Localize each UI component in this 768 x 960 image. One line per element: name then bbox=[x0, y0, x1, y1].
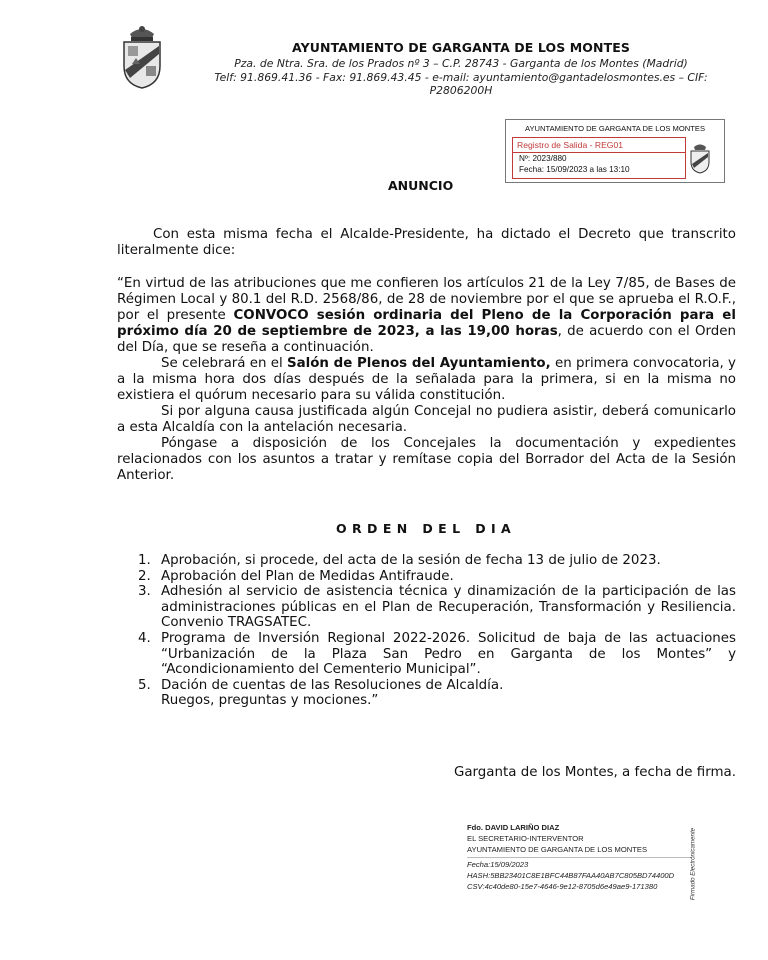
decree-text bbox=[117, 276, 736, 484]
signature-vertical-label bbox=[686, 826, 700, 902]
place-date: Garganta de los Montes, a fecha de firma. bbox=[453, 765, 736, 780]
signature-csv: CSV:4c40de80-15e7-4646-9e12-8705d6e49ae9-171380 bbox=[467, 882, 658, 891]
signer-role: EL SECRETARIO-INTERVENTOR bbox=[467, 834, 584, 843]
decree-p2-text: Se celebrará en el bbox=[161, 356, 287, 371]
decree-p2-bold: Salón de Plenos del Ayuntamiento, bbox=[286, 356, 551, 371]
decree-paragraph-1 bbox=[117, 276, 736, 356]
stamp-org: AYUNTAMIENTO DE GARGANTA DE LOS MONTES bbox=[524, 124, 706, 133]
agenda-item-text: Dación de cuentas de las Resoluciones de Alcaldía. bbox=[161, 677, 504, 693]
agenda-item-number: 4. bbox=[138, 630, 151, 646]
header-address: Pza. de Ntra. Sra. de los Prados nº 3 – C.P. 28743 - Garganta de los Montes (Madrid) bbox=[234, 57, 688, 70]
agenda-item-text: Programa de Inversión Regional 2022-2026. Solicitud de baja de las actuaciones “Urbanización de la Plaza San Pedro en Garganta de los Montes” y “Acondicionamiento del Cementerio Municipal”. bbox=[161, 630, 736, 678]
decree-p2-end: en primera convocatoria, y a la misma hora dos días después de la señalada para la primera, si en la misma no existiera el quórum necesario para su válida constitución. bbox=[117, 356, 736, 403]
decree-p1-text: “En virtud de las atribuciones que me confieren los artículos 21 de la Ley 7/85, de Bases de Régimen Local y 80.1 del R.D. 2568/86, de 28 de noviembre por el que se aprueba el R.O.F., por el presente bbox=[117, 276, 736, 323]
agenda-item-number: 5. bbox=[138, 677, 151, 693]
stamp-date: Fecha: 15/09/2023 a las 13:10 bbox=[519, 165, 630, 174]
agenda-item-number: 3. bbox=[138, 584, 151, 600]
decree-paragraph-4: Póngase a disposición de los Concejales la documentación y expedientes relacionados con los asuntos a tratar y remítase copia del Borrador del Acta de la Sesión Anterior. bbox=[117, 436, 736, 483]
stamp-number: Nº: 2023/880 bbox=[519, 154, 567, 163]
agenda-item-text: Aprobación, si procede, del acta de la sesión de fecha 13 de julio de 2023. bbox=[161, 553, 661, 568]
signature-block bbox=[467, 823, 703, 893]
intro-paragraph: Con esta misma fecha el Alcalde-Presidente, ha dictado el Decreto que transcrito literalmente dice: bbox=[117, 227, 736, 258]
agenda-item-number: 2. bbox=[138, 568, 151, 584]
header-contact: Telf: 91.869.41.36 - Fax: 91.869.43.45 - e-mail: ayuntamiento@gantadelosmontes.es – CIF: P2806200H bbox=[214, 71, 708, 97]
agenda-item bbox=[136, 678, 736, 694]
stamp-divider bbox=[513, 152, 685, 153]
agenda-item bbox=[136, 631, 736, 678]
signature-hash: HASH:5BB23401C8E1BFC44B87FAA40AB7C805BD74400D bbox=[467, 871, 675, 880]
signer-org: AYUNTAMIENTO DE GARGANTA DE LOS MONTES bbox=[467, 845, 648, 854]
municipal-crest-icon bbox=[116, 20, 168, 90]
agenda-item bbox=[136, 584, 736, 631]
agenda-list bbox=[136, 553, 736, 709]
stamp-box bbox=[512, 137, 686, 179]
decree-p1-bold: CONVOCO sesión ordinaria del Pleno de la Corporación para el próximo día 20 de septiembre de 2023, a las 19,00 horas bbox=[117, 308, 736, 339]
agenda-closing-text: Ruegos, preguntas y mociones.” bbox=[161, 693, 379, 709]
header-title: AYUNTAMIENTO DE GARGANTA DE LOS MONTES bbox=[292, 40, 630, 55]
agenda-closing bbox=[136, 693, 736, 709]
agenda-item bbox=[136, 569, 736, 585]
agenda-item-text: Adhesión al servicio de asistencia técnica y dinamización de la participación de las administraciones públicas en el Plan de Recuperación, Transformación y Resiliencia. Convenio TRAGSATEC. bbox=[161, 584, 736, 631]
agenda-item-number: 1. bbox=[138, 553, 151, 568]
decree-p1-end: , de acuerdo con el Orden del Día, que se reseña a continuación. bbox=[117, 324, 736, 355]
agenda-item-text: Aprobación del Plan de Medidas Antifraude. bbox=[161, 568, 454, 584]
registry-stamp bbox=[505, 119, 725, 183]
stamp-register: Registro de Salida - REG01 bbox=[517, 140, 624, 150]
decree-paragraph-2 bbox=[117, 356, 736, 404]
municipal-crest-icon bbox=[688, 142, 712, 174]
agenda-item bbox=[136, 553, 736, 569]
signer-name: Fdo. DAVID LARIÑO DIAZ bbox=[467, 823, 560, 832]
document-heading: ANUNCIO bbox=[388, 178, 454, 193]
signature-date: Fecha:15/09/2023 bbox=[467, 860, 529, 869]
signature-divider bbox=[467, 857, 692, 858]
decree-paragraph-3: Si por alguna causa justificada algún Concejal no pudiera asistir, deberá comunicarlo a esta Alcaldía con la antelación necesaria. bbox=[117, 404, 736, 435]
signature-vertical-text: Firmado Electrónicamente bbox=[689, 827, 697, 901]
agenda-title: ORDEN DEL DIA bbox=[336, 521, 517, 536]
